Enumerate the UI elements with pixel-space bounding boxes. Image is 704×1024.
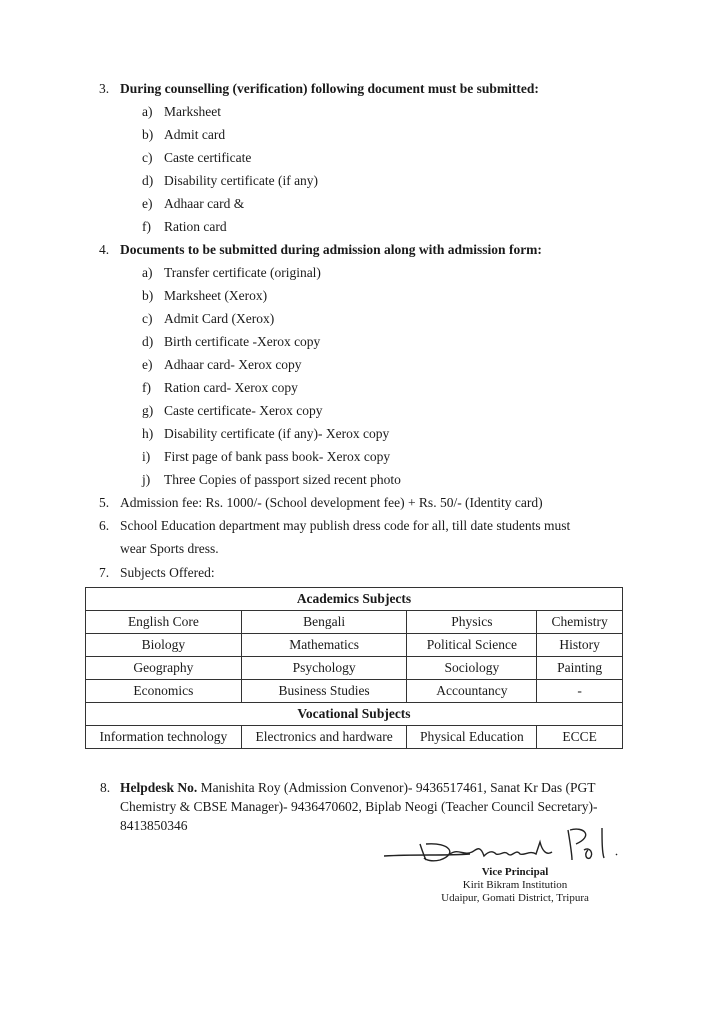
table-cell: Mathematics bbox=[241, 634, 407, 657]
list-item: g) Caste certificate- Xerox copy bbox=[142, 403, 323, 418]
helpdesk-line-3: 8413850346 bbox=[120, 818, 188, 833]
table-cell: Geography bbox=[86, 657, 242, 680]
admission-fee-text: Admission fee: Rs. 1000/- (School development fee) + Rs. 50/- (Identity card) bbox=[120, 495, 543, 510]
list-item: h) Disability certificate (if any)- Xerox copy bbox=[142, 426, 390, 441]
table-cell: ECCE bbox=[537, 726, 623, 749]
section-4-heading: Documents to be submitted during admission along with admission form: bbox=[120, 242, 542, 257]
table-cell: English Core bbox=[86, 611, 242, 634]
section-7-number: 7. bbox=[99, 565, 110, 580]
table-row bbox=[86, 611, 623, 634]
table-cell: Bengali bbox=[241, 611, 407, 634]
list-item: f) Ration card- Xerox copy bbox=[142, 380, 298, 395]
table-row bbox=[86, 657, 623, 680]
list-item: e) Adhaar card & bbox=[142, 196, 245, 211]
table-row bbox=[86, 680, 623, 703]
table-row bbox=[86, 726, 623, 749]
table-row bbox=[86, 588, 623, 611]
table-cell: History bbox=[537, 634, 623, 657]
table-cell: Psychology bbox=[241, 657, 407, 680]
table-cell: Accountancy bbox=[407, 680, 537, 703]
table-cell: Physical Education bbox=[407, 726, 537, 749]
helpdesk-line-1 bbox=[120, 778, 640, 797]
helpdesk-contact-1: Manishita Roy (Admission Convenor)- 9436517461, Sanat Kr Das (PGT bbox=[197, 780, 596, 795]
section-5-number: 5. bbox=[99, 495, 110, 510]
table-cell: Electronics and hardware bbox=[241, 726, 407, 749]
list-item: b) Admit card bbox=[142, 127, 226, 142]
table-cell: Physics bbox=[407, 611, 537, 634]
table-cell: Economics bbox=[86, 680, 242, 703]
signatory-title: Vice Principal bbox=[481, 866, 549, 878]
table-cell: - bbox=[537, 680, 623, 703]
handwritten-signature bbox=[380, 820, 640, 868]
table-cell: Sociology bbox=[407, 657, 537, 680]
list-item: c) Caste certificate bbox=[142, 150, 252, 165]
helpdesk-label: Helpdesk No. bbox=[120, 780, 198, 795]
table-cell: Business Studies bbox=[241, 680, 407, 703]
signature-block bbox=[420, 866, 610, 905]
vocational-subjects-header: Vocational Subjects bbox=[86, 703, 623, 726]
section-3-number: 3. bbox=[99, 81, 110, 96]
table-cell: Painting bbox=[537, 657, 623, 680]
list-item: d) Birth certificate -Xerox copy bbox=[142, 334, 321, 349]
table-cell: Information technology bbox=[86, 726, 242, 749]
academics-subjects-header: Academics Subjects bbox=[86, 588, 623, 611]
table-row bbox=[86, 703, 623, 726]
list-item: f) Ration card bbox=[142, 219, 227, 234]
section-8-number: 8. bbox=[100, 780, 111, 795]
dress-code-text-line2: wear Sports dress. bbox=[120, 541, 219, 556]
list-item: d) Disability certificate (if any) bbox=[142, 173, 319, 188]
institution-address: Udaipur, Gomati District, Tripura bbox=[441, 892, 589, 904]
section-6-number: 6. bbox=[99, 518, 110, 533]
table-row bbox=[86, 634, 623, 657]
list-item: c) Admit Card (Xerox) bbox=[142, 311, 275, 326]
list-item: b) Marksheet (Xerox) bbox=[142, 288, 268, 303]
list-item: a) Transfer certificate (original) bbox=[142, 265, 321, 280]
helpdesk-line-2: Chemistry & CBSE Manager)- 9436470602, Biplab Neogi (Teacher Council Secretary)- bbox=[120, 799, 598, 814]
list-item: a) Marksheet bbox=[142, 104, 221, 119]
subjects-table bbox=[85, 587, 623, 749]
list-item: i) First page of bank pass book- Xerox copy bbox=[142, 449, 391, 464]
section-3-heading: During counselling (verification) following document must be submitted: bbox=[120, 81, 539, 96]
list-item: e) Adhaar card- Xerox copy bbox=[142, 357, 302, 372]
table-cell: Political Science bbox=[407, 634, 537, 657]
dress-code-text-line1: School Education department may publish dress code for all, till date students must bbox=[120, 518, 571, 533]
table-cell: Chemistry bbox=[537, 611, 623, 634]
list-item: j) Three Copies of passport sized recent photo bbox=[142, 472, 401, 487]
institution-name: Kirit Bikram Institution bbox=[462, 879, 568, 891]
section-4-number: 4. bbox=[99, 242, 110, 257]
subjects-heading: Subjects Offered: bbox=[120, 565, 215, 580]
table-cell: Biology bbox=[86, 634, 242, 657]
